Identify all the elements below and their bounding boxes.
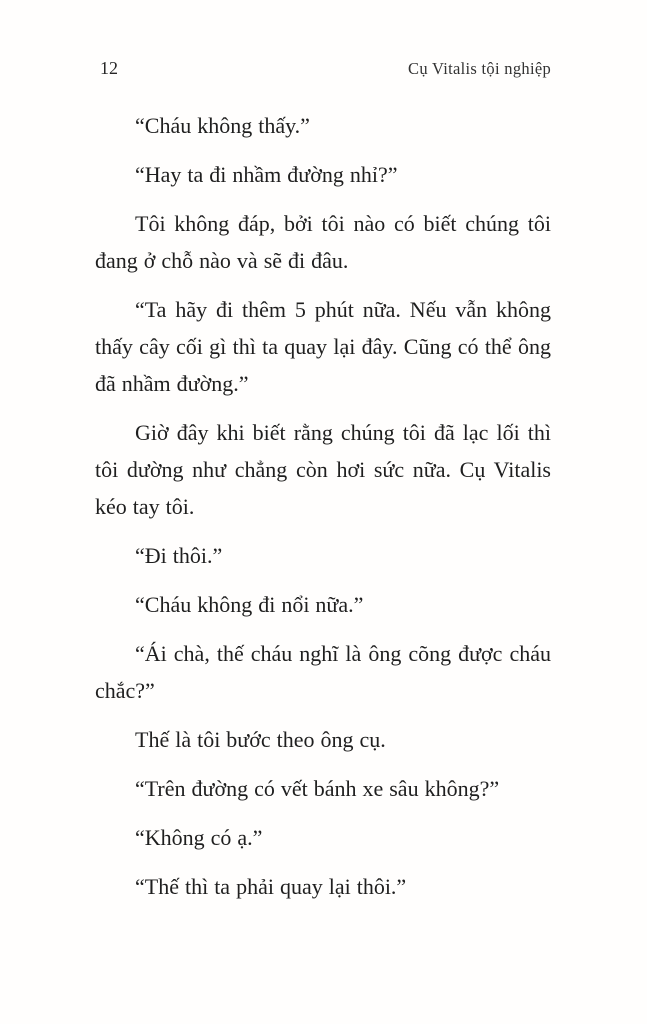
paragraph: “Đi thôi.” xyxy=(135,543,223,568)
paragraph: “Ái chà, thế cháu nghĩ là ông cõng được cháu chắc?” xyxy=(95,641,551,703)
running-head xyxy=(0,0,647,80)
paragraph: “Thế thì ta phải quay lại thôi.” xyxy=(135,874,407,899)
paragraph: “Không có ạ.” xyxy=(135,825,263,850)
page-content xyxy=(95,107,551,905)
paragraph: “Trên đường có vết bánh xe sâu không?” xyxy=(135,776,500,801)
paragraph: Thế là tôi bước theo ông cụ. xyxy=(135,727,386,752)
running-title: Cụ Vitalis tội nghiệp xyxy=(408,59,551,78)
paragraph: Tôi không đáp, bởi tôi nào có biết chúng tôi đang ở chỗ nào và sẽ đi đâu. xyxy=(95,211,551,273)
paragraph: “Hay ta đi nhầm đường nhỉ?” xyxy=(135,162,398,187)
paragraph: “Ta hãy đi thêm 5 phút nữa. Nếu vẫn không thấy cây cối gì thì ta quay lại đây. Cũng có thể ông đã nhầm đường.” xyxy=(95,297,551,396)
paragraph: “Cháu không đi nổi nữa.” xyxy=(135,592,364,617)
paragraph: “Cháu không thấy.” xyxy=(135,113,310,138)
paragraph: Giờ đây khi biết rằng chúng tôi đã lạc lối thì tôi dường như chẳng còn hơi sức nữa. Cụ Vitalis kéo tay tôi. xyxy=(95,420,551,519)
page-number: 12 xyxy=(100,58,118,78)
